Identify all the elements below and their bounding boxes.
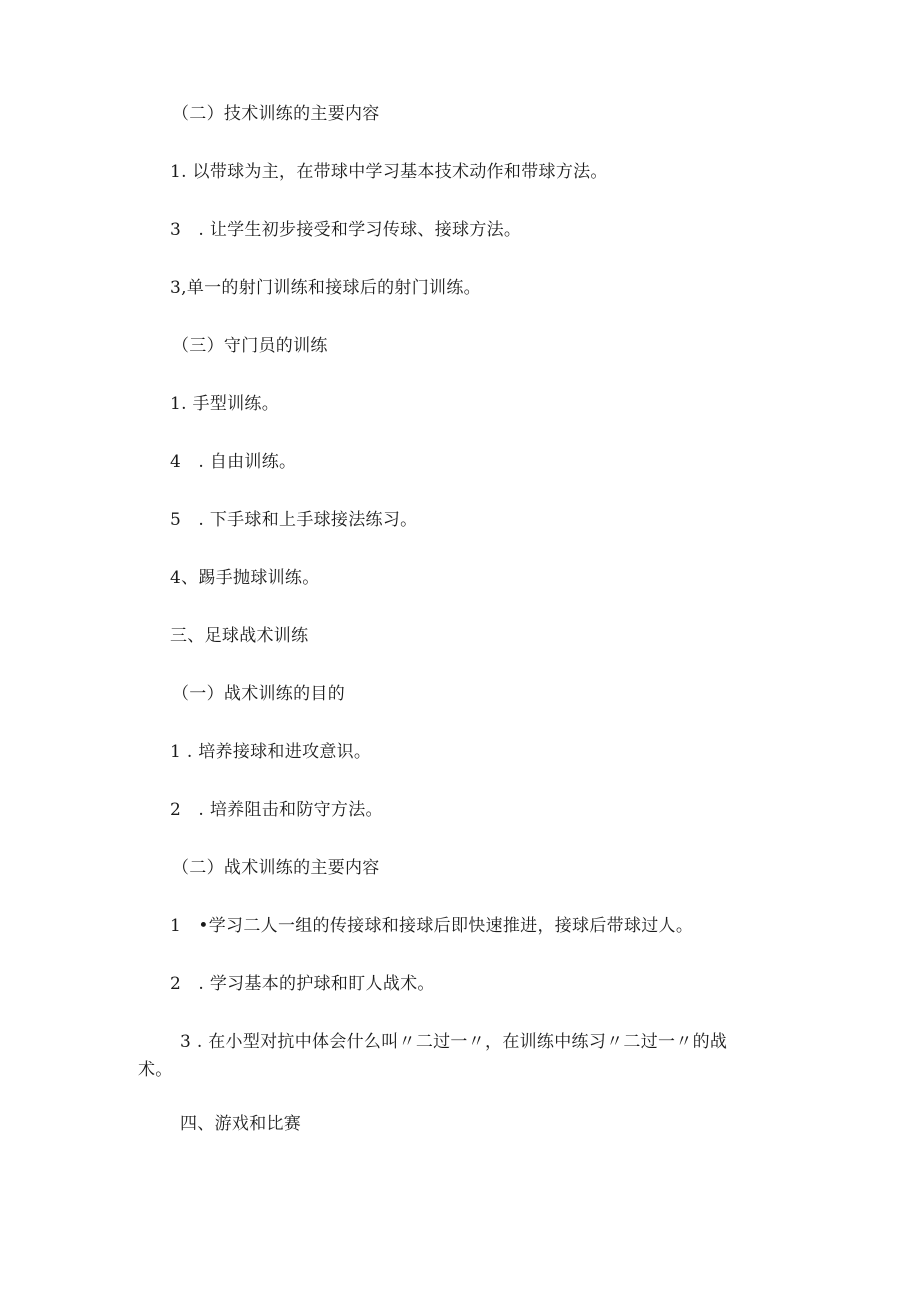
section-heading-goalkeeper: （三）守门员的训练	[172, 336, 328, 356]
list-item: 4 . 自由训练。	[170, 452, 297, 472]
list-item: 3,单一的射门训练和接球后的射门训练。	[170, 278, 481, 298]
list-item: 5 . 下手球和上手球接法练习。	[170, 510, 418, 530]
list-item-wrapped: 3 . 在小型对抗中体会什么叫〃二过一〃，在训练中练习〃二过一〃的战术。	[138, 1032, 728, 1080]
section-heading-technical-content: （二）技术训练的主要内容	[172, 104, 380, 124]
list-item: 1 . 培养接球和进攻意识。	[170, 742, 372, 762]
chapter-heading-games: 四、游戏和比赛	[180, 1114, 302, 1134]
chapter-heading-tactics: 三、足球战术训练	[170, 626, 309, 646]
list-item: 2 . 学习基本的护球和盯人战术。	[170, 974, 435, 994]
list-item: 1 •学习二人一组的传接球和接球后即快速推进，接球后带球过人。	[170, 916, 694, 936]
list-item: 4、踢手抛球训练。	[170, 568, 320, 588]
list-item: 3 . 让学生初步接受和学习传球、接球方法。	[170, 220, 522, 240]
list-item: 1. 以带球为主，在带球中学习基本技术动作和带球方法。	[170, 162, 608, 182]
list-item: 1. 手型训练。	[170, 394, 280, 414]
section-heading-tactics-purpose: （一）战术训练的目的	[172, 684, 345, 704]
section-heading-tactics-content: （二）战术训练的主要内容	[172, 858, 380, 878]
list-item: 2 . 培养阻击和防守方法。	[170, 800, 383, 820]
